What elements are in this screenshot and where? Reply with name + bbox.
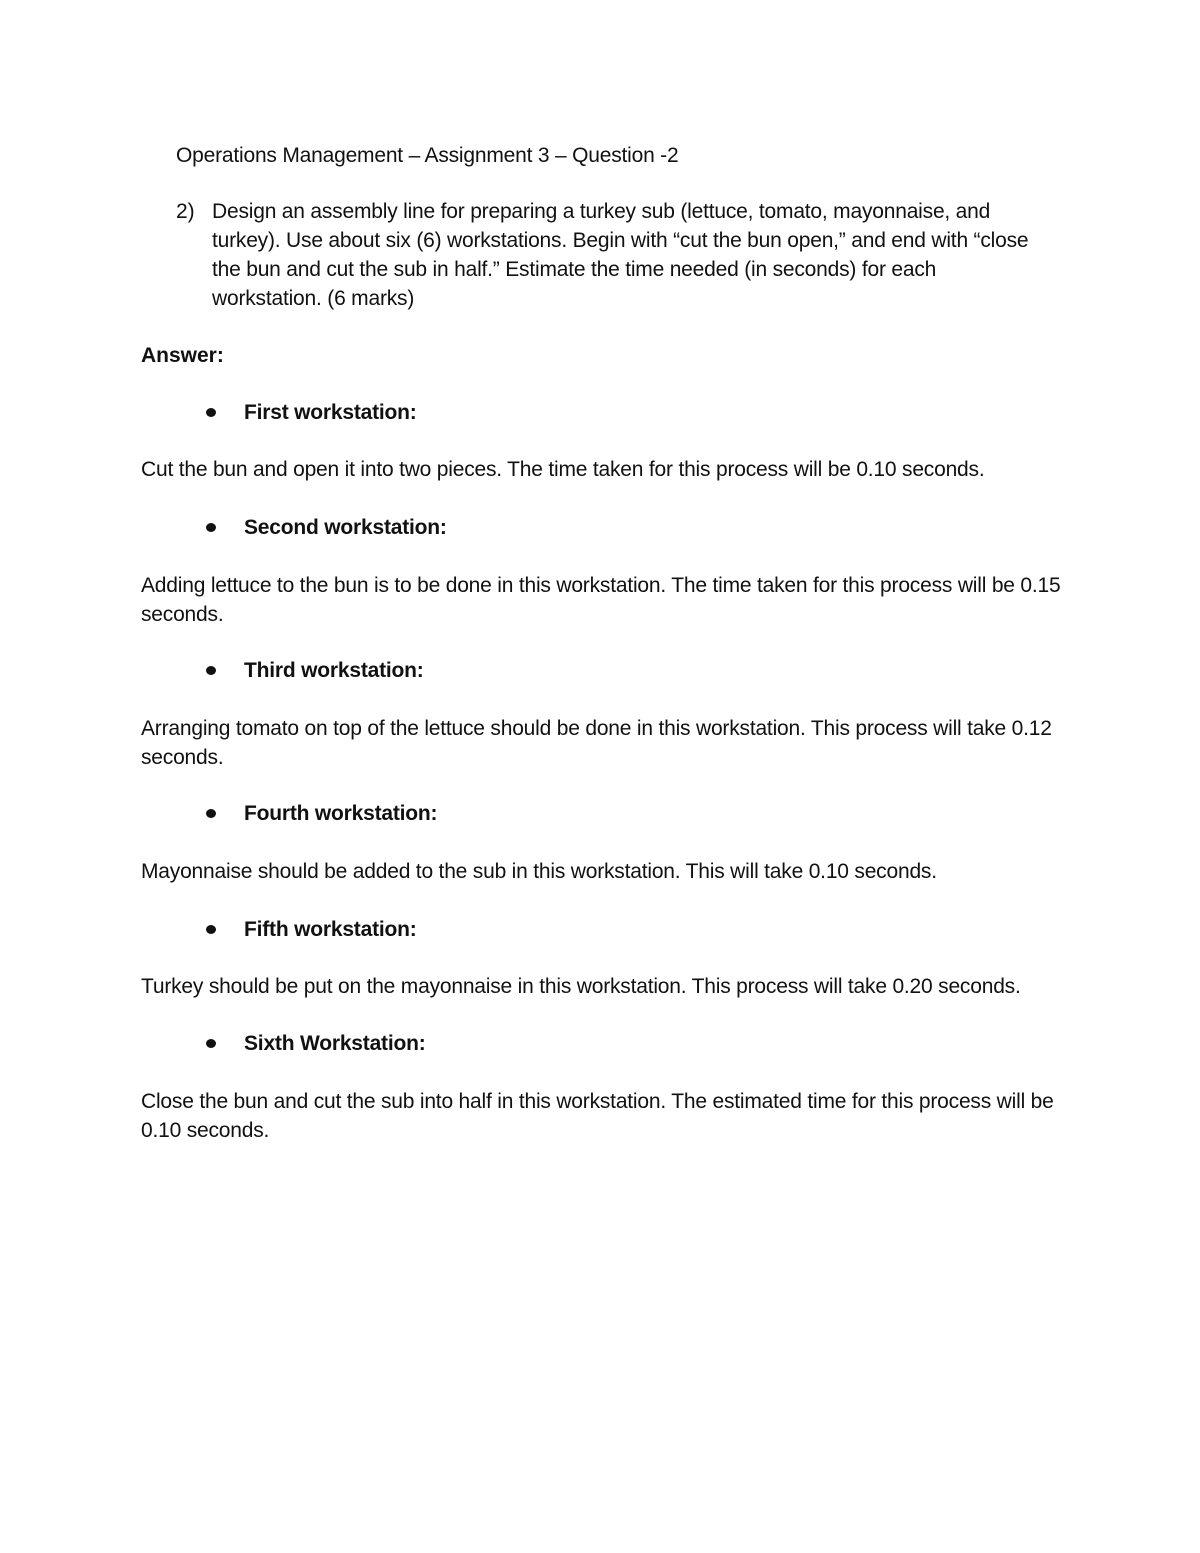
workstation-heading-label: Third workstation: (244, 659, 424, 682)
bullet-icon (206, 408, 216, 417)
workstation-heading (206, 799, 437, 829)
workstation-description: Turkey should be put on the mayonnaise in this workstation. This process will take 0.20 seconds. (141, 975, 1021, 998)
workstation-heading (206, 513, 447, 543)
bullet-icon (206, 666, 216, 675)
question-number: 2) (176, 200, 195, 223)
question-block (176, 197, 1056, 313)
workstation-description: Close the bun and cut the sub into half in this workstation. The estimated time for this process will be 0.10 seconds. (141, 1090, 1054, 1142)
workstation-description: Arranging tomato on top of the lettuce should be done in this workstation. This process will take 0.12 seconds. (141, 717, 1052, 769)
workstation-heading-label: Fifth workstation: (244, 918, 417, 941)
workstation-description: Adding lettuce to the bun is to be done in this workstation. The time taken for this process will be 0.15 seconds. (141, 574, 1061, 626)
question-text: Design an assembly line for preparing a turkey sub (lettuce, tomato, mayonnaise, and turkey). Use about six (6) workstations. Begin with “cut the bun open,” and end with “close the bun and cut the sub in half.” Estimate the time needed (in seconds) for each workstation. (6 marks) (212, 200, 1029, 310)
workstation-heading (206, 915, 417, 945)
workstation-heading (206, 656, 424, 686)
bullet-icon (206, 1039, 216, 1048)
bullet-icon (206, 523, 216, 532)
document-title: Operations Management – Assignment 3 – Question -2 (176, 144, 679, 167)
workstation-heading-label: Sixth Workstation: (244, 1032, 426, 1055)
workstation-description: Mayonnaise should be added to the sub in this workstation. This will take 0.10 seconds. (141, 860, 937, 883)
bullet-icon (206, 925, 216, 934)
bullet-icon (206, 809, 216, 818)
workstation-heading-label: Fourth workstation: (244, 802, 438, 825)
answer-label: Answer: (141, 344, 224, 367)
workstation-heading (206, 398, 417, 428)
workstation-heading (206, 1029, 426, 1059)
workstation-heading-label: Second workstation: (244, 516, 447, 539)
workstation-description: Cut the bun and open it into two pieces. The time taken for this process will be 0.10 seconds. (141, 458, 985, 481)
workstation-heading-label: First workstation: (244, 401, 417, 424)
